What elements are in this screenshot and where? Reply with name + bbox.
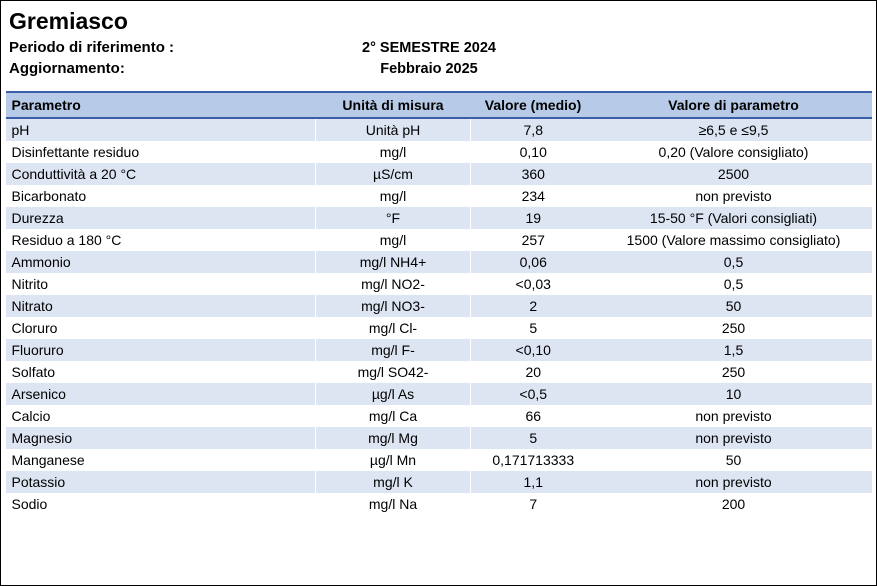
cell-valore-medio: 20 bbox=[471, 361, 596, 383]
cell-parametro: Bicarbonato bbox=[6, 185, 316, 207]
cell-valore-medio: 0,10 bbox=[471, 141, 596, 163]
cell-unita: mg/l SO42- bbox=[316, 361, 471, 383]
cell-parametro: Disinfettante residuo bbox=[6, 141, 316, 163]
cell-parametro: Nitrato bbox=[6, 295, 316, 317]
cell-parametro: Sodio bbox=[6, 493, 316, 515]
cell-valore-parametro: 0,5 bbox=[596, 273, 872, 295]
cell-parametro: Cloruro bbox=[6, 317, 316, 339]
cell-unita: µS/cm bbox=[316, 163, 471, 185]
table-row bbox=[6, 493, 872, 515]
cell-unita: °F bbox=[316, 207, 471, 229]
cell-unita: mg/l bbox=[316, 185, 471, 207]
cell-parametro: Conduttività a 20 °C bbox=[6, 163, 316, 185]
document-header bbox=[1, 1, 876, 77]
cell-parametro: Residuo a 180 °C bbox=[6, 229, 316, 251]
cell-unita: mg/l NO2- bbox=[316, 273, 471, 295]
cell-parametro: Nitrito bbox=[6, 273, 316, 295]
cell-valore-parametro: 2500 bbox=[596, 163, 872, 185]
cell-valore-parametro: 0,5 bbox=[596, 251, 872, 273]
cell-parametro: Fluoruro bbox=[6, 339, 316, 361]
table-row bbox=[6, 361, 872, 383]
cell-valore-medio: 234 bbox=[471, 185, 596, 207]
cell-valore-parametro: 0,20 (Valore consigliato) bbox=[596, 141, 872, 163]
cell-parametro: Magnesio bbox=[6, 427, 316, 449]
table-row bbox=[6, 295, 872, 317]
cell-valore-medio: 5 bbox=[471, 427, 596, 449]
page-title: Gremiasco bbox=[9, 8, 128, 34]
cell-parametro: Calcio bbox=[6, 405, 316, 427]
column-header-valore-parametro: Valore di parametro bbox=[596, 92, 872, 118]
table-row bbox=[6, 317, 872, 339]
table-row bbox=[6, 405, 872, 427]
cell-valore-parametro: 15-50 °F (Valori consigliati) bbox=[596, 207, 872, 229]
cell-unita: µg/l Mn bbox=[316, 449, 471, 471]
cell-unita: mg/l bbox=[316, 229, 471, 251]
table-row bbox=[6, 251, 872, 273]
cell-valore-medio: 360 bbox=[471, 163, 596, 185]
cell-parametro: Manganese bbox=[6, 449, 316, 471]
table-row bbox=[6, 229, 872, 251]
cell-valore-medio: 257 bbox=[471, 229, 596, 251]
water-quality-table bbox=[6, 91, 872, 515]
cell-parametro: Arsenico bbox=[6, 383, 316, 405]
cell-valore-medio: 66 bbox=[471, 405, 596, 427]
cell-valore-parametro: 50 bbox=[596, 449, 872, 471]
cell-valore-medio: <0,10 bbox=[471, 339, 596, 361]
cell-unita: mg/l bbox=[316, 141, 471, 163]
table-header-row bbox=[6, 92, 872, 118]
meta-label-aggiornamento: Aggiornamento: bbox=[9, 60, 125, 77]
cell-valore-medio: <0,5 bbox=[471, 383, 596, 405]
cell-valore-medio: 5 bbox=[471, 317, 596, 339]
table-header bbox=[6, 92, 872, 118]
cell-valore-parametro: 250 bbox=[596, 317, 872, 339]
cell-unita: mg/l Na bbox=[316, 493, 471, 515]
column-header-valore-medio: Valore (medio) bbox=[471, 92, 596, 118]
table-row bbox=[6, 273, 872, 295]
table-row bbox=[6, 383, 872, 405]
cell-valore-parametro: non previsto bbox=[596, 427, 872, 449]
cell-unita: mg/l Cl- bbox=[316, 317, 471, 339]
cell-valore-parametro: 250 bbox=[596, 361, 872, 383]
cell-valore-medio: 7,8 bbox=[471, 118, 596, 141]
cell-valore-parametro: 1500 (Valore massimo consigliato) bbox=[596, 229, 872, 251]
cell-valore-medio: 0,06 bbox=[471, 251, 596, 273]
cell-unita: mg/l NH4+ bbox=[316, 251, 471, 273]
meta-label-periodo: Periodo di riferimento : bbox=[9, 39, 175, 56]
table-row bbox=[6, 427, 872, 449]
cell-valore-medio: 19 bbox=[471, 207, 596, 229]
table-row bbox=[6, 118, 872, 141]
cell-valore-parametro: 10 bbox=[596, 383, 872, 405]
table-row bbox=[6, 207, 872, 229]
cell-valore-parametro: 200 bbox=[596, 493, 872, 515]
cell-valore-parametro: non previsto bbox=[596, 185, 872, 207]
table-row bbox=[6, 339, 872, 361]
cell-unita: mg/l F- bbox=[316, 339, 471, 361]
column-header-parametro: Parametro bbox=[6, 92, 316, 118]
cell-unita: mg/l NO3- bbox=[316, 295, 471, 317]
column-header-unita: Unità di misura bbox=[316, 92, 471, 118]
meta-value-aggiornamento: Febbraio 2025 bbox=[380, 61, 478, 77]
cell-valore-parametro: non previsto bbox=[596, 471, 872, 493]
cell-valore-parametro: ≥6,5 e ≤9,5 bbox=[596, 118, 872, 141]
cell-parametro: Durezza bbox=[6, 207, 316, 229]
meta-value-periodo: 2° SEMESTRE 2024 bbox=[362, 40, 496, 56]
meta-row-periodo bbox=[9, 39, 876, 56]
cell-unita: mg/l Mg bbox=[316, 427, 471, 449]
cell-valore-parametro: 50 bbox=[596, 295, 872, 317]
table-row bbox=[6, 185, 872, 207]
cell-valore-medio: 2 bbox=[471, 295, 596, 317]
cell-valore-medio: 1,1 bbox=[471, 471, 596, 493]
cell-valore-medio: 0,171713333 bbox=[471, 449, 596, 471]
cell-parametro: Ammonio bbox=[6, 251, 316, 273]
cell-unita: mg/l K bbox=[316, 471, 471, 493]
table-body bbox=[6, 118, 872, 515]
cell-valore-medio: 7 bbox=[471, 493, 596, 515]
cell-valore-parametro: non previsto bbox=[596, 405, 872, 427]
cell-parametro: pH bbox=[6, 118, 316, 141]
table-row bbox=[6, 141, 872, 163]
table-row bbox=[6, 449, 872, 471]
cell-valore-parametro: 1,5 bbox=[596, 339, 872, 361]
cell-parametro: Solfato bbox=[6, 361, 316, 383]
cell-unita: µg/l As bbox=[316, 383, 471, 405]
cell-parametro: Potassio bbox=[6, 471, 316, 493]
meta-row-aggiornamento bbox=[9, 60, 876, 77]
cell-unita: Unità pH bbox=[316, 118, 471, 141]
table-row bbox=[6, 163, 872, 185]
table-row bbox=[6, 471, 872, 493]
cell-valore-medio: <0,03 bbox=[471, 273, 596, 295]
cell-unita: mg/l Ca bbox=[316, 405, 471, 427]
